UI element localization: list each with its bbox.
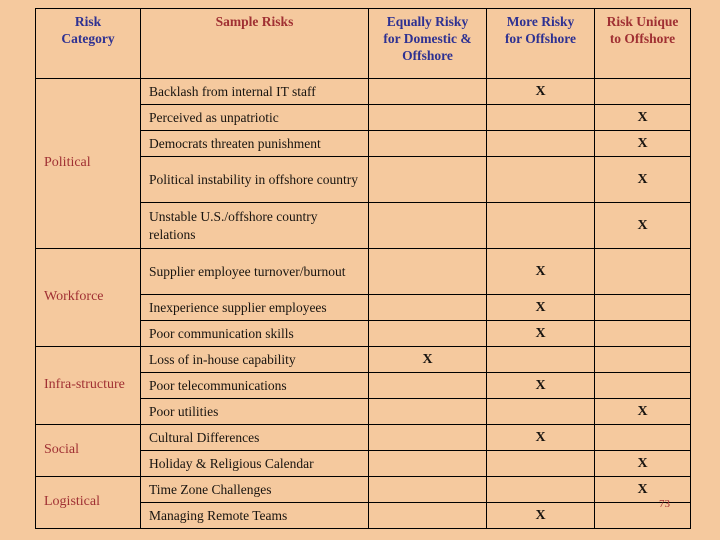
equally-cell	[369, 131, 487, 157]
col-header-sample-risks: Sample Risks	[141, 9, 369, 79]
col-header-equally-risky: Equally Risky for Domestic & Offshore	[369, 9, 487, 79]
category-cell-political: Political	[36, 79, 141, 249]
risk-cell: Managing Remote Teams	[141, 503, 369, 529]
risk-cell: Time Zone Challenges	[141, 477, 369, 503]
category-cell-logistical: Logistical	[36, 477, 141, 529]
risk-cell: Loss of in-house capability	[141, 347, 369, 373]
unique-cell: X	[595, 399, 691, 425]
category-cell-workforce: Workforce	[36, 249, 141, 347]
risk-cell: Supplier employee turnover/burnout	[141, 249, 369, 295]
equally-cell	[369, 321, 487, 347]
equally-cell	[369, 503, 487, 529]
equally-cell	[369, 399, 487, 425]
more-cell	[487, 157, 595, 203]
equally-cell	[369, 477, 487, 503]
more-cell	[487, 347, 595, 373]
more-cell: X	[487, 79, 595, 105]
more-cell: X	[487, 373, 595, 399]
slide-page-number: 73	[659, 498, 670, 510]
equally-cell	[369, 425, 487, 451]
unique-cell: X	[595, 157, 691, 203]
risk-cell: Holiday & Religious Calendar	[141, 451, 369, 477]
risk-cell: Democrats threaten punishment	[141, 131, 369, 157]
risk-cell: Poor utilities	[141, 399, 369, 425]
more-cell	[487, 399, 595, 425]
more-cell	[487, 451, 595, 477]
category-cell-social: Social	[36, 425, 141, 477]
more-cell: X	[487, 503, 595, 529]
equally-cell	[369, 451, 487, 477]
unique-cell	[595, 295, 691, 321]
risk-cell: Poor telecommunications	[141, 373, 369, 399]
equally-cell	[369, 105, 487, 131]
header-row	[36, 9, 691, 79]
col-header-risk-unique: Risk Unique to Offshore	[595, 9, 691, 79]
table-row	[36, 477, 691, 503]
equally-cell	[369, 79, 487, 105]
unique-cell	[595, 321, 691, 347]
table-row	[36, 79, 691, 105]
more-cell	[487, 105, 595, 131]
risk-cell: Perceived as unpatriotic	[141, 105, 369, 131]
more-cell: X	[487, 321, 595, 347]
unique-cell: X	[595, 477, 691, 503]
col-header-more-risky: More Risky for Offshore	[487, 9, 595, 79]
more-cell: X	[487, 249, 595, 295]
unique-cell	[595, 79, 691, 105]
risk-cell: Cultural Differences	[141, 425, 369, 451]
risk-cell: Inexperience supplier employees	[141, 295, 369, 321]
category-cell-infrastructure: Infra-structure	[36, 347, 141, 425]
unique-cell	[595, 503, 691, 529]
more-cell: X	[487, 425, 595, 451]
more-cell: X	[487, 295, 595, 321]
table-row	[36, 249, 691, 295]
table-row	[36, 347, 691, 373]
risk-comparison-table	[35, 8, 691, 529]
risk-cell: Backlash from internal IT staff	[141, 79, 369, 105]
equally-cell: X	[369, 347, 487, 373]
equally-cell	[369, 249, 487, 295]
unique-cell: X	[595, 451, 691, 477]
col-header-risk-category: Risk Category	[36, 9, 141, 79]
unique-cell: X	[595, 203, 691, 249]
equally-cell	[369, 157, 487, 203]
equally-cell	[369, 373, 487, 399]
unique-cell	[595, 373, 691, 399]
equally-cell	[369, 295, 487, 321]
more-cell	[487, 203, 595, 249]
risk-cell: Poor communication skills	[141, 321, 369, 347]
unique-cell	[595, 347, 691, 373]
unique-cell: X	[595, 131, 691, 157]
more-cell	[487, 131, 595, 157]
more-cell	[487, 477, 595, 503]
risk-cell: Unstable U.S./offshore country relations	[141, 203, 369, 249]
equally-cell	[369, 203, 487, 249]
risk-cell: Political instability in offshore country	[141, 157, 369, 203]
unique-cell	[595, 425, 691, 451]
unique-cell	[595, 249, 691, 295]
unique-cell: X	[595, 105, 691, 131]
table-row	[36, 425, 691, 451]
